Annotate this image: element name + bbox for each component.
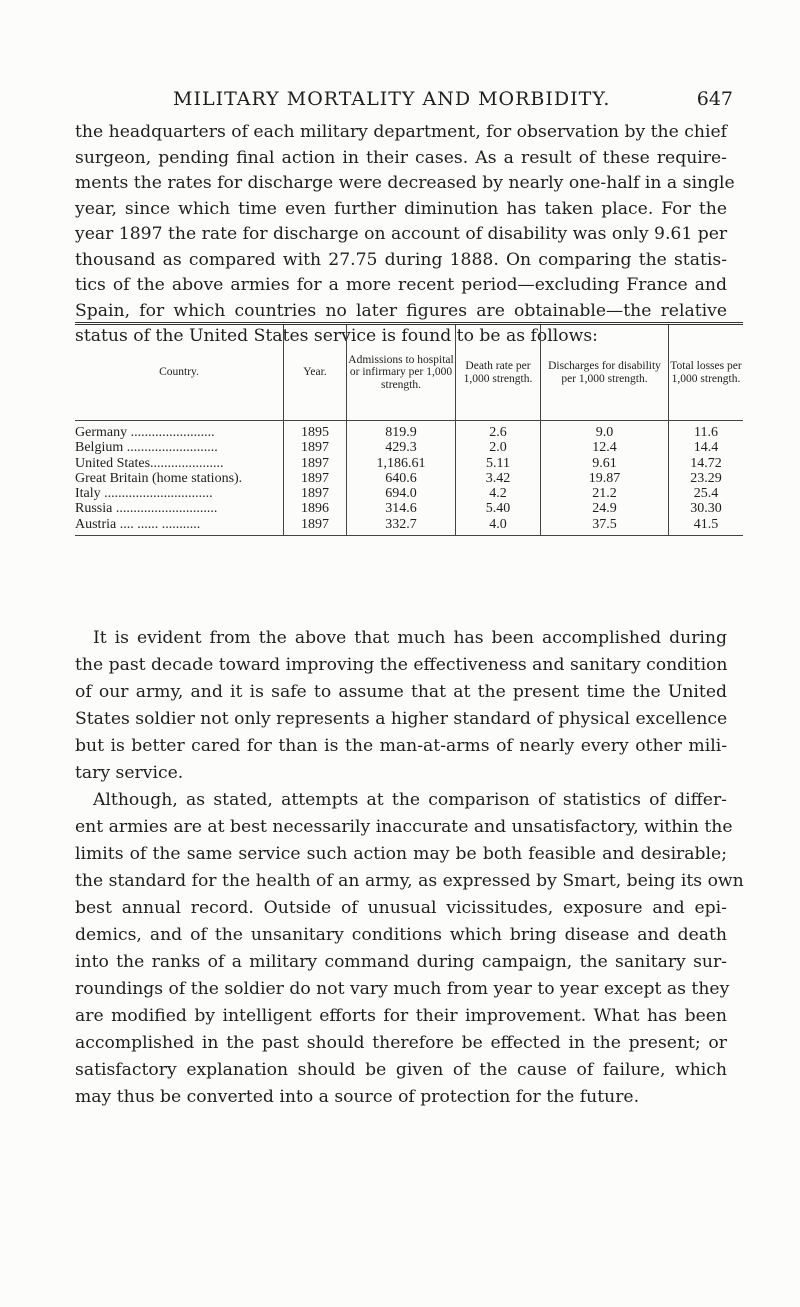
paragraph-intro [75,120,735,350]
table-cell: 9.61 [592,455,617,471]
text-line: best annual record. Outside of unusual vicissitudes, exposure and epi- [75,898,727,918]
header-year: Year. [283,325,346,421]
text-line: year, since which time even further diminution has taken place. For the [75,198,727,219]
table-cell: 37.5 [592,516,617,532]
table-body [75,421,743,535]
table-cell: 30.30 [690,501,722,517]
table-cell: 1897 [301,486,329,502]
table-cell: Germany ........................ [75,425,215,440]
table-cell: 1897 [301,455,329,471]
table-cell: 12.4 [592,440,617,456]
table-cell: 14.4 [693,440,719,456]
table-cell: 332.7 [385,516,417,532]
table-cell: 21.2 [592,486,617,502]
text-line: accomplished in the past should therefore be effected in the present; or [75,1033,727,1053]
table-cell: 24.9 [592,501,617,517]
table-cell: 1897 [301,516,329,532]
paragraph-conclusion [75,625,744,1111]
header-death-rate: Death rate per 1,000 strength. [455,325,540,421]
table-cell: 4.2 [489,486,507,502]
table-cell: 819.9 [385,425,417,440]
text-line: the headquarters of each military department, for observation by the chief [75,122,727,142]
text-line: roundings of the soldier do not vary much from year to year except as they [75,979,730,999]
table-cell: 11.6 [694,425,718,440]
table-cell: Italy ............................... [75,486,213,502]
text-line: Although, as stated, attempts at the comparison of statistics of differ- [93,790,727,810]
running-header [75,88,733,112]
text-line: tics of the above armies for a more recent period—excluding France and [75,275,727,295]
column-death-rate [455,421,540,535]
text-line: surgeon, pending final action in their cases. As a result of these require- [75,147,727,168]
text-line: of our army, and it is safe to assume that at the present time the United [75,682,727,702]
text-line: States soldier not only represents a higher standard of physical excellence [75,709,728,729]
column-admissions [346,421,455,535]
text-line: are modified by intelligent efforts for their improvement. What has been [75,1006,727,1026]
table-cell: 429.3 [385,440,417,456]
table-cell: 314.6 [385,501,417,517]
table-cell: 3.42 [485,470,511,486]
table-cell: Russia ............................. [75,501,218,517]
table-cell: Belgium .......................... [75,440,218,456]
table-cell: 1,186.61 [376,455,426,471]
table-cell: 1897 [301,470,329,486]
table-cell: 694.0 [385,486,417,502]
header-discharges: Discharges for disability per 1,000 strength. [540,325,668,421]
column-country [75,421,283,535]
page-number: 647 [696,88,733,110]
table-cell: 25.4 [693,486,719,502]
text-line: thousand as compared with 27.75 during 1888. On comparing the statis- [75,249,727,270]
table-cell: 23.29 [690,470,722,486]
table-cell: 5.11 [486,455,510,471]
text-line: year 1897 the rate for discharge on account of disability was only 9.61 per [75,224,728,244]
header-total-losses: Total losses per 1,000 strength. [668,325,743,421]
table-cell: 19.87 [588,470,621,486]
table-cell: 14.72 [690,455,722,471]
column-total-losses [668,421,743,535]
column-discharges [540,421,668,535]
table-header-row [75,325,743,421]
table-cell: 2.0 [489,440,507,456]
table-cell: 1895 [301,425,329,440]
table-cell: 2.6 [489,425,507,440]
table-cell: 41.5 [693,516,719,532]
table-cell: 4.0 [489,516,507,532]
table-cell: 1897 [301,440,329,456]
text-line: status of the United States service is found to be as follows: [75,326,598,346]
header-country: Country. [75,325,283,421]
table-cell: 1896 [301,501,329,517]
table-cell: 5.40 [485,501,511,517]
column-year [283,421,346,535]
text-line: tary service. [75,763,184,783]
table-cell: 9.0 [595,425,614,440]
text-line: satisfactory explanation should be given of the cause of failure, which [75,1060,727,1080]
text-line: It is evident from the above that much has been accomplished during [93,628,727,648]
text-line: ments the rates for discharge were decreased by nearly one-half in a single [75,173,735,193]
text-line: but is better cared for than is the man-at-arms of nearly every other mili- [75,736,727,756]
header-admissions: Admissions to hospital or infirmary per 1,000 strength. [346,325,455,421]
text-line: limits of the same service such action may be both feasible and desirable; [75,844,727,864]
table-cell: United States..................... [75,455,224,471]
text-line: Spain, for which countries no later figures are obtainable—the relative [75,300,727,321]
table-cell: Austria .... ...... ........... [75,516,201,532]
table-cell: Great Britain (home stations). [75,470,243,486]
mortality-table [75,322,743,536]
text-line: demics, and of the unsanitary conditions which bring disease and death [75,925,727,945]
running-title: MILITARY MORTALITY AND MORBIDITY. [173,88,611,110]
text-line: may thus be converted into a source of protection for the future. [75,1087,640,1107]
text-line: the past decade toward improving the effectiveness and sanitary condition [75,655,728,675]
text-line: ent armies are at best necessarily inaccurate and unsatisfactory, within the [75,817,733,837]
text-line: into the ranks of a military command during campaign, the sanitary sur- [75,952,727,972]
text-line: the standard for the health of an army, as expressed by Smart, being its own [75,871,744,891]
table-cell: 640.6 [385,470,417,486]
